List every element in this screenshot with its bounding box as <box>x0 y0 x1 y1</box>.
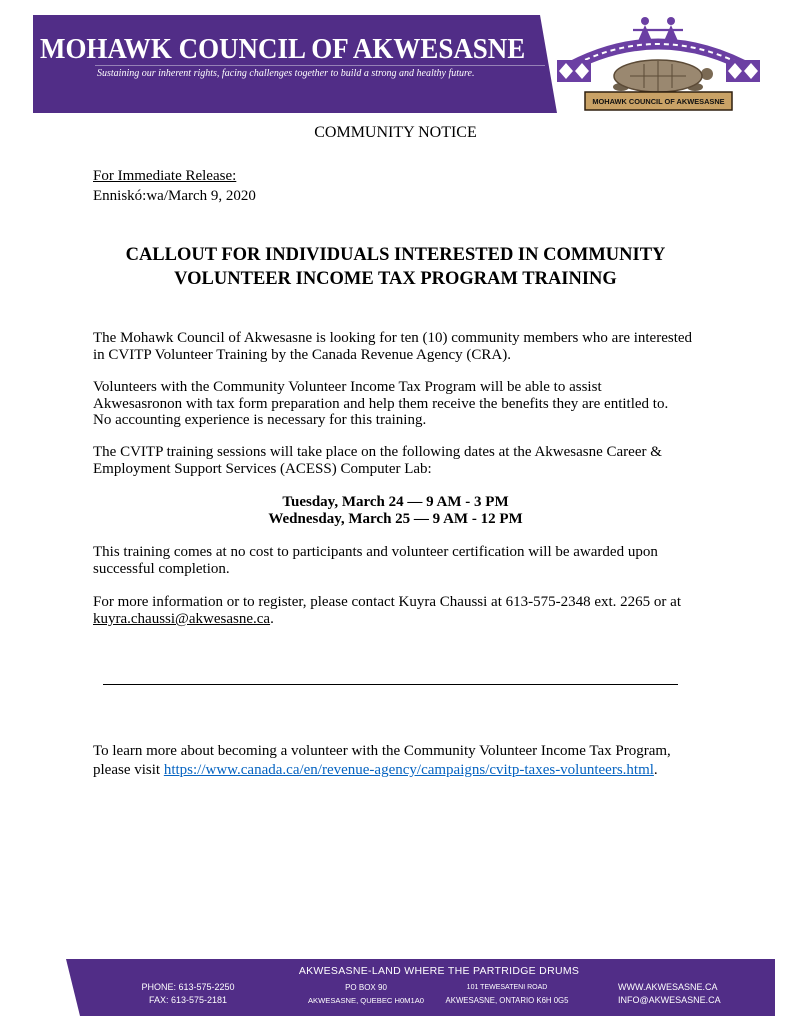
contact-email-link[interactable]: kuyra.chaussi@akwesasne.ca <box>93 611 271 627</box>
notice-heading: COMMUNITY NOTICE <box>314 124 477 141</box>
notice-title-line: VOLUNTEER INCOME TAX PROGRAM TRAINING <box>174 269 617 289</box>
footer-phone-block <box>128 981 248 1007</box>
schedule-item: Wednesday, March 25 — 9 AM - 12 PM <box>268 511 523 527</box>
logo-turtle <box>613 60 713 92</box>
paragraph-line: successful completion. <box>93 561 230 577</box>
footer-email: INFO@AKWESASNE.CA <box>618 995 721 1005</box>
paragraph-line: Volunteers with the Community Volunteer Income Tax Program will be able to assist <box>93 379 602 395</box>
footer-street: 101 TEWESATENI ROAD <box>466 984 548 991</box>
section-divider <box>103 684 678 685</box>
paragraph-line: No accounting experience is necessary for this training. <box>93 412 427 428</box>
logo-figures <box>633 17 683 41</box>
footer-website: WWW.AKWESASNE.CA <box>618 982 718 992</box>
paragraph-line <box>93 611 681 628</box>
more-info-paragraph <box>93 742 671 780</box>
intro-paragraph <box>93 330 692 364</box>
footer-phone: PHONE: 613-575-2250 <box>141 982 235 992</box>
organization-tagline: Sustaining our inherent rights, facing challenges together to build a strong and healthy future. <box>97 68 475 79</box>
footer-po-box: PO BOX 90 <box>345 983 387 992</box>
figure-left-head <box>641 17 649 25</box>
footer-web-block <box>618 981 721 1007</box>
paragraph-line <box>93 761 671 780</box>
link-prefix: please visit <box>93 762 161 778</box>
notice-title <box>0 243 791 291</box>
header-rule <box>95 65 545 66</box>
cvitp-url-link[interactable]: https://www.canada.ca/en/revenue-agency/campaigns/cvitp-taxes-volunteers.html <box>163 762 654 778</box>
contact-paragraph <box>93 594 681 628</box>
paragraph-line: The Mohawk Council of Akwesasne is looking for ten (10) community members who are interested <box>93 330 693 346</box>
cost-paragraph <box>93 544 658 578</box>
sessions-paragraph <box>93 444 662 478</box>
logo-label-text: MOHAWK COUNCIL OF AKWESASNE <box>592 97 725 106</box>
paragraph-line: The CVITP training sessions will take place on the following dates at the Akwesasne Career & <box>93 444 662 460</box>
council-logo <box>555 14 762 118</box>
session-schedule <box>0 494 791 528</box>
footer-ontario-address: AKWESASNE, ONTARIO K6H 0G5 <box>445 996 569 1005</box>
paragraph-line: This training comes at no cost to participants and volunteer certification will be awarded upon <box>93 544 658 560</box>
figure-right-head <box>667 17 675 25</box>
footer-ontario-address-block <box>437 981 577 1007</box>
paragraph-line: in CVITP Volunteer Training by the Canada Revenue Agency (CRA). <box>93 347 512 363</box>
footer-quebec-address-block <box>301 981 431 1007</box>
volunteer-paragraph <box>93 379 668 429</box>
paragraph-line: Employment Support Services (ACESS) Computer Lab: <box>93 461 432 477</box>
logo-label <box>585 92 732 110</box>
sentence-period: . <box>270 611 274 627</box>
figure-left-body <box>638 25 652 41</box>
footer-tagline: AKWESASNE-LAND WHERE THE PARTRIDGE DRUMS <box>298 965 580 977</box>
dateline: Enniskó:wa/March 9, 2020 <box>93 188 256 204</box>
notice-title-line: CALLOUT FOR INDIVIDUALS INTERESTED IN COMMUNITY <box>125 245 666 265</box>
organization-name: MOHAWK COUNCIL OF AKWESASNE <box>40 33 526 65</box>
footer-quebec-address: AKWESASNE, QUEBEC H0M1A0 <box>307 996 425 1005</box>
turtle-head <box>701 68 713 80</box>
schedule-item: Tuesday, March 24 — 9 AM - 3 PM <box>282 494 509 510</box>
paragraph-line: For more information or to register, please contact Kuyra Chaussi at 613-575-2348 ext. 2265 or at <box>93 594 682 610</box>
release-block <box>93 166 256 206</box>
sentence-period: . <box>653 762 658 778</box>
release-label: For Immediate Release: <box>93 168 237 184</box>
paragraph-line: Akwesasronon with tax form preparation and help them receive the benefits they are entitled to. <box>93 395 669 412</box>
footer-fax: FAX: 613-575-2181 <box>148 995 228 1005</box>
figure-right-body <box>664 25 678 41</box>
paragraph-line: To learn more about becoming a volunteer with the Community Volunteer Income Tax Program, <box>93 743 671 759</box>
